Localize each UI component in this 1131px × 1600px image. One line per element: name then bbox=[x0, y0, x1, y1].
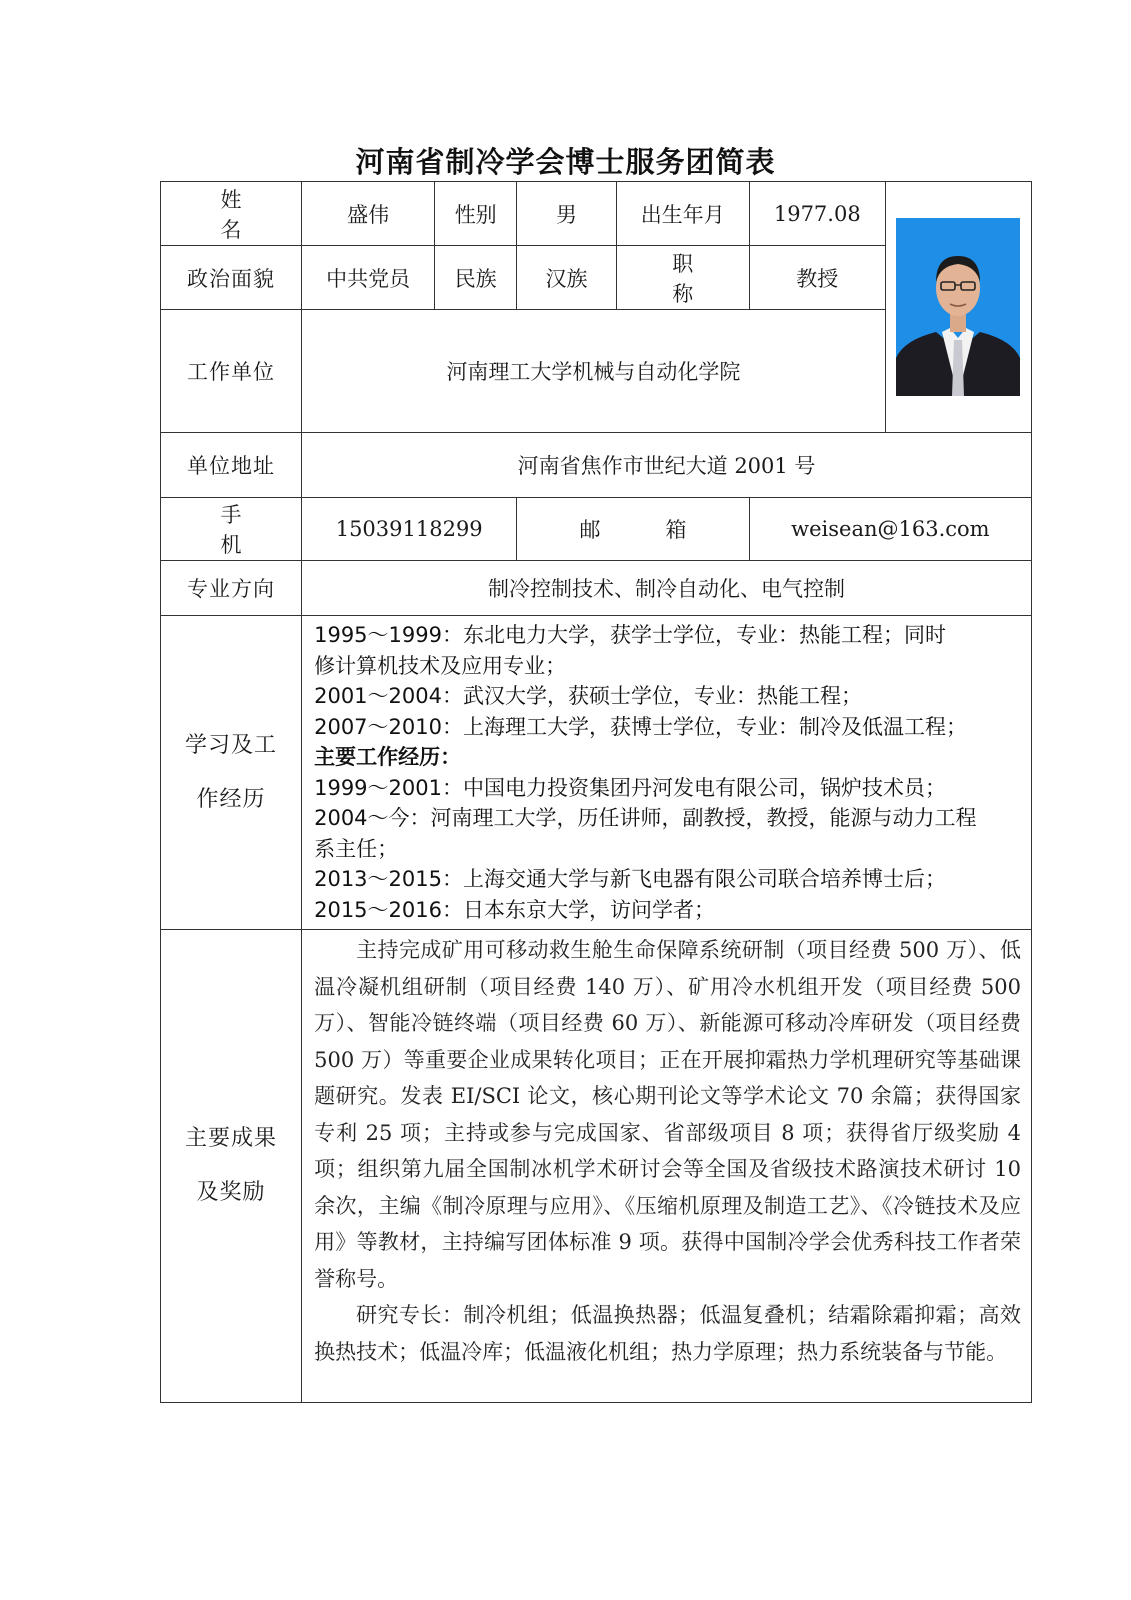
experience-label-cell bbox=[161, 616, 302, 930]
experience-line: 2013～2015：上海交通大学与新飞电器有限公司联合培养博士后； bbox=[314, 867, 946, 891]
achievements-content bbox=[302, 930, 1032, 1403]
email-label: 邮 箱 bbox=[517, 498, 749, 561]
achievements-paragraph: 主持完成矿用可移动救生舱生命保障系统研制（项目经费 500 万）、低温冷凝机组研制（项目经费 140 万）、矿用冷水机组开发（项目经费 500 万）、智能冷链终端（项目经费 60 万）、新能源可移动冷库研发（项目经费 500 万）等重要企业成果转化项目；正在开展抑霜热力学机理研究等基础课题研究。发表 EI/SCI 论文，核心期刊论文等学术论文 70 余篇；获得国家专利 25 项；主持或参与完成国家、省部级项目 8 项；获得省厅级奖励 4 项；组织第九届全国制冰机学术研讨会等全国及省级技术路演技术研讨 10 余次，主编《制冷原理与应用》、《压缩机原理及制造工艺》、《冷链技术及应用》等教材，主持编写团体标准 9 项。获得中国制冷学会优秀科技工作者荣誉称号。 bbox=[314, 938, 1021, 1291]
birth-label: 出生年月 bbox=[616, 182, 749, 246]
gender-value: 男 bbox=[517, 182, 616, 246]
title-value: 教授 bbox=[749, 246, 885, 310]
ethnicity-value: 汉族 bbox=[517, 246, 616, 310]
experience-line: 1999～2001：中国电力投资集团丹河发电有限公司，锅炉技术员； bbox=[314, 775, 946, 800]
field-label: 专业方向 bbox=[161, 561, 302, 616]
phone-label: 手 机 bbox=[161, 498, 302, 561]
field-value: 制冷控制技术、制冷自动化、电气控制 bbox=[302, 561, 1032, 616]
work-history-heading: 主要工作经历： bbox=[314, 745, 462, 769]
title-label: 职 称 bbox=[616, 246, 749, 310]
politics-label: 政治面貌 bbox=[161, 246, 302, 310]
name-label: 姓 名 bbox=[161, 182, 302, 246]
experience-line: 2015～2016：日本东京大学，访问学者； bbox=[314, 897, 715, 922]
achievements-label: 主要成果及奖励 bbox=[185, 1126, 278, 1205]
achievements-label-cell bbox=[161, 930, 302, 1403]
experience-line: 1995～1999：东北电力大学，获学士学位，专业：热能工程；同时 bbox=[314, 623, 946, 647]
experience-line: 2007～2010：上海理工大学，获博士学位，专业：制冷及低温工程； bbox=[314, 714, 967, 739]
page-title: 河南省制冷学会博士服务团简表 bbox=[355, 145, 776, 179]
experience-line: 2004～今：河南理工大学，历任讲师，副教授，教授，能源与动力工程 bbox=[314, 806, 977, 830]
address-value: 河南省焦作市世纪大道 2001 号 bbox=[302, 433, 1032, 498]
phone-value: 15039118299 bbox=[302, 498, 517, 561]
birth-value: 1977.08 bbox=[749, 182, 885, 246]
experience-label: 学习及工作经历 bbox=[185, 732, 278, 812]
ethnicity-label: 民族 bbox=[435, 246, 517, 310]
address-label: 单位地址 bbox=[161, 433, 302, 498]
expertise-paragraph: 研究专长：制冷机组；低温换热器；低温复叠机；结霜除霜抑霜；高效换热技术；低温冷库；低温液化机组；热力学原理；热力系统装备与节能。 bbox=[314, 1303, 1021, 1364]
employer-value: 河南理工大学机械与自动化学院 bbox=[302, 310, 886, 433]
profile-table bbox=[160, 181, 1032, 1403]
experience-line: 修计算机技术及应用专业； bbox=[314, 653, 567, 678]
experience-content bbox=[302, 616, 1032, 930]
employer-label: 工作单位 bbox=[161, 310, 302, 433]
email-value: weisean@163.com bbox=[749, 498, 1031, 561]
name-value: 盛伟 bbox=[302, 182, 435, 246]
portrait-photo bbox=[896, 218, 1020, 396]
photo-cell bbox=[885, 182, 1031, 433]
gender-label: 性别 bbox=[435, 182, 517, 246]
experience-line: 2001～2004：武汉大学，获硕士学位，专业：热能工程； bbox=[314, 684, 862, 708]
experience-line: 系主任； bbox=[314, 836, 399, 861]
politics-value: 中共党员 bbox=[302, 246, 435, 310]
